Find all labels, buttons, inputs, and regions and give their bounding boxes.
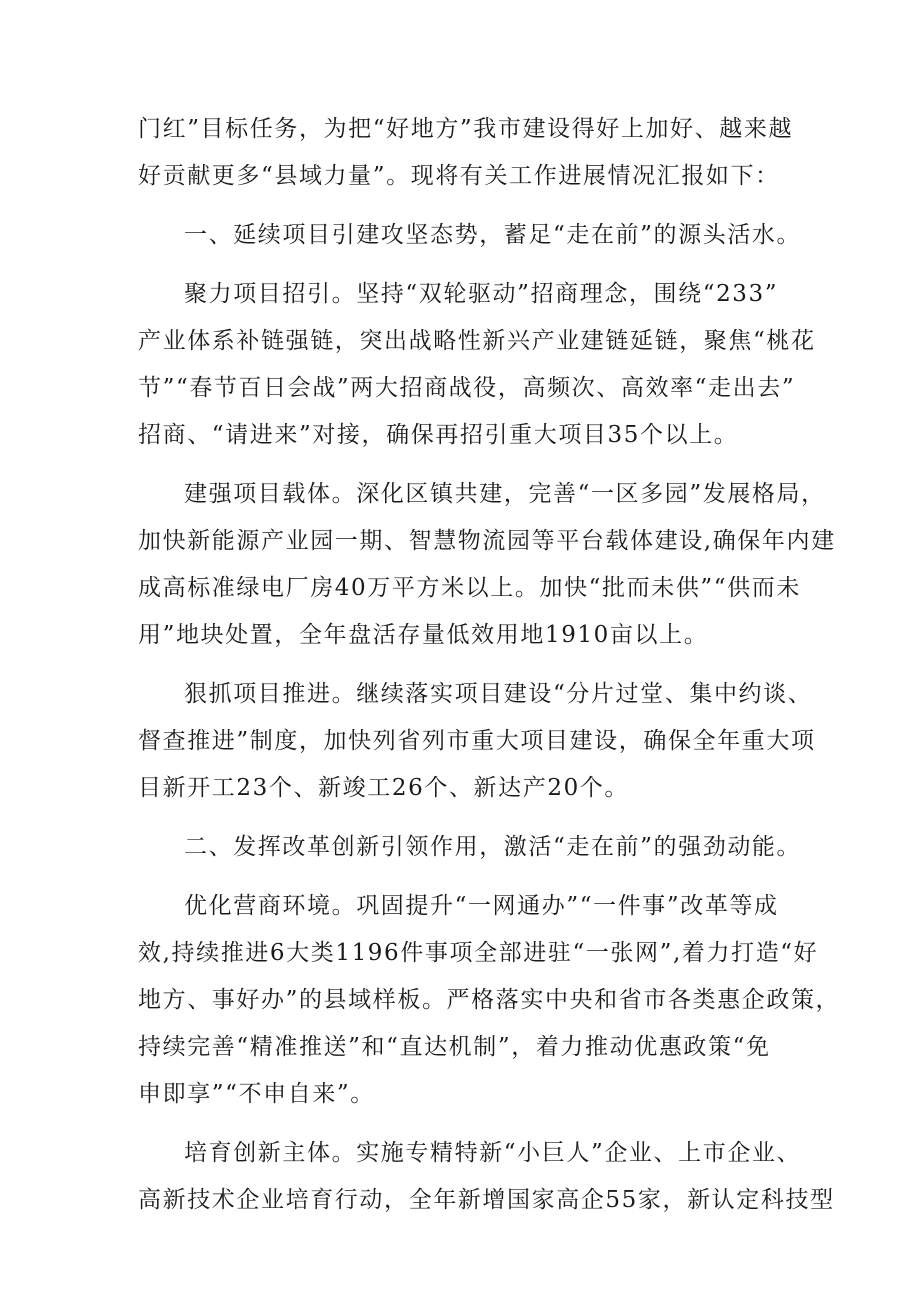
text-line: 优化营商环境。巩固提升“一网通办”“一件事”改革等成: [184, 893, 779, 919]
document-body: [138, 106, 841, 1236]
section-heading-1: [138, 212, 802, 259]
text-line: 建强项目载体。深化区镇共建，完善“一区多园”发展格局，: [184, 481, 826, 507]
paragraph-innovation-entities: [138, 1130, 835, 1224]
text-line: 产业体系补链强链，突出战略性新兴产业建链延链，聚焦“桃花: [138, 328, 816, 354]
text-line: 门红”目标任务，为把“好地方”我市建设得好上加好、越来越: [138, 116, 794, 142]
text-line: 督查推进”制度，加快列省列市重大项目建设，确保全年重大项: [138, 728, 816, 754]
text-line: 加快新能源产业园一期、智慧物流园等平台载体建设,确保年内建: [138, 528, 836, 554]
text-line: 好贡献更多“县域力量”。现将有关工作进展情况汇报如下：: [138, 163, 780, 189]
text-line: 成高标准绿电厂房40万平方米以上。加快“批而未供”“供而未: [138, 575, 801, 601]
text-line: 狠抓项目推进。继续落实项目建设“分片过堂、集中约谈、: [184, 681, 813, 707]
paragraph-project-carrier: [138, 471, 836, 659]
text-line: 高新技术企业培育行动，全年新增国家高企55家，新认定科技型: [138, 1187, 835, 1213]
paragraph-intro: [138, 106, 798, 200]
heading-line: 一、延续项目引建攻坚态势，蓄足“走在前”的源头活水。: [184, 222, 802, 248]
paragraph-project-promotion: [138, 671, 816, 812]
text-line: 申即享”“不申自来”。: [138, 1081, 375, 1107]
section-heading-2: [138, 824, 802, 871]
text-line: 用”地块处置，全年盘活存量低效用地1910亩以上。: [138, 622, 709, 648]
paragraph-project-attraction: [138, 271, 816, 459]
paragraph-business-environment: [138, 883, 841, 1118]
text-line: 地方、事好办”的县域样板。严格落实中央和省市各类惠企政策，: [138, 987, 841, 1013]
text-line: 节”“春节百日会战”两大招商战役，高频次、高效率“走出去”: [138, 375, 796, 401]
text-line: 培育创新主体。实施专精特新“小巨人”企业、上市企业、: [184, 1140, 802, 1166]
text-line: 目新开工23个、新竣工26个、新达产20个。: [138, 775, 629, 801]
text-line: 招商、“请进来”对接，确保再招引重大项目35个以上。: [138, 422, 739, 448]
text-line: 效,持续推进6大类1196件事项全部进驻“一张网”,着力打造“好: [138, 940, 819, 966]
heading-line: 二、发挥改革创新引领作用，激活“走在前”的强劲动能。: [184, 834, 802, 860]
text-line: 聚力项目招引。坚持“双轮驱动”招商理念，围绕“233”: [184, 281, 779, 307]
text-line: 持续完善“精准推送”和“直达机制”，着力推动优惠政策“免: [138, 1034, 771, 1060]
